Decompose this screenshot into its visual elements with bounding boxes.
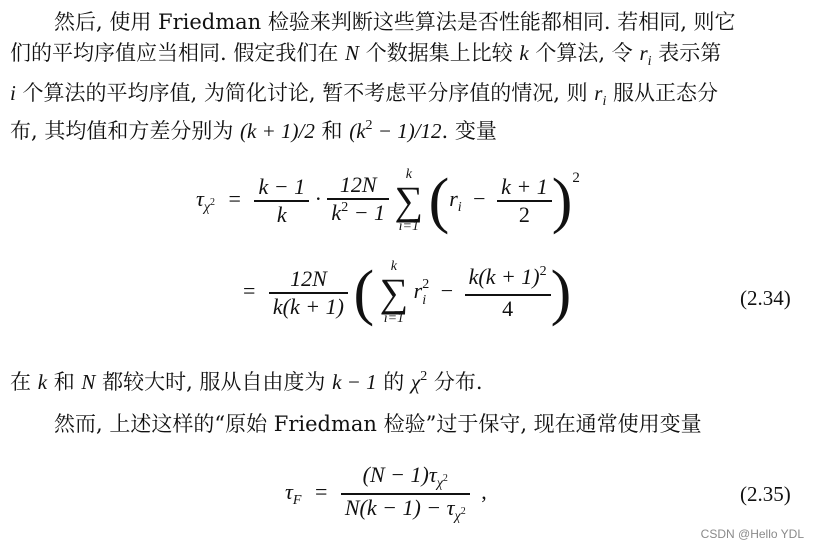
text: 个数据集上比较 [359, 41, 520, 65]
den-sup: 2 [460, 505, 466, 517]
para3 [54, 410, 702, 438]
denominator: k [276, 201, 287, 227]
equation-2-35 [285, 462, 487, 526]
num-sup: 2 [539, 264, 547, 280]
right-paren: ) [551, 167, 573, 235]
math-var: (k [349, 119, 366, 143]
tau: τ [196, 186, 204, 212]
left-paren: ( [428, 167, 450, 235]
denominator: N(k − 1) − τ [344, 494, 455, 520]
numerator: k + 1 [501, 174, 548, 200]
equals: = [243, 278, 256, 304]
cdot: · [314, 186, 322, 212]
fraction-tauF [341, 462, 470, 526]
para1-line1 [54, 8, 736, 36]
den-chi: χ [454, 508, 461, 524]
numerator: 12N [339, 172, 377, 198]
math-i: i [10, 81, 16, 105]
text: 在 [10, 370, 38, 394]
math-chi: χ [410, 370, 421, 394]
para1-line4 [10, 117, 497, 149]
numerator: 12N [290, 266, 327, 292]
r-sub: i [422, 293, 427, 308]
r: r [413, 278, 423, 304]
den-rest: − 1 [348, 199, 386, 225]
minus: − [473, 186, 486, 212]
den-sup: 2 [341, 199, 349, 215]
equation-number-2-34: (2.34) [740, 286, 791, 310]
chi-sup: 2 [210, 197, 216, 209]
fraction-12N-over-kk1 [269, 266, 348, 320]
text: . 变量 [441, 119, 497, 143]
math-k: k [519, 41, 529, 65]
minus: − [440, 278, 454, 304]
text: 都较大时, 服从自由度为 [95, 370, 333, 394]
math-sub-i: i [647, 54, 652, 69]
fraction-k-plus-1-over-2 [497, 174, 552, 228]
r-scripts [422, 277, 429, 309]
sigma: ∑ [379, 270, 409, 315]
math-k: k [37, 370, 48, 394]
comma: , [481, 478, 487, 504]
sum-lower: i=1 [398, 219, 419, 234]
math-sub-i: i [602, 94, 607, 109]
tau: τ [285, 478, 293, 504]
math-var-b: − 1)/12 [372, 119, 442, 143]
left-paren: ( [353, 259, 375, 327]
numerator: k(k + 1) [468, 264, 540, 290]
equals: = [228, 186, 241, 212]
r-sup: 2 [422, 277, 430, 292]
equals: = [314, 478, 328, 504]
text: 分布. [427, 370, 483, 394]
math-sup: 2 [420, 369, 428, 384]
equation-2-34-line1 [196, 168, 580, 234]
para1-line3 [10, 79, 718, 111]
math-r: r [639, 41, 648, 65]
sigma: ∑ [394, 178, 424, 223]
denominator: 2 [518, 201, 530, 227]
right-paren: ) [550, 259, 572, 327]
text: 布, 其均值和方差分别为 [10, 119, 241, 143]
chi-sub: χ [203, 200, 211, 216]
text: 个算法的平均序值, 为简化讨论, 暂不考虑平分序值的情况, 则 [15, 81, 595, 105]
r-sub: i [457, 200, 462, 216]
fraction-k-minus-1 [254, 174, 309, 228]
sum-lower: i=1 [383, 311, 405, 326]
sum-upper: k [390, 259, 397, 274]
numerator: (N − 1)τ [362, 462, 437, 487]
equation-number-2-35: (2.35) [740, 482, 791, 506]
den-k: k [331, 199, 342, 225]
math-k-minus-1: k − 1 [332, 370, 377, 394]
sum-upper: k [405, 167, 412, 182]
text: 然而, 上述这样的“原始 Friedman 检验”过于保守, 现在通常使用变量 [54, 412, 702, 436]
square: 2 [572, 170, 580, 187]
math-mean: (k + 1)/2 [240, 119, 315, 143]
denominator: k(k + 1) [272, 293, 344, 319]
summation [380, 260, 409, 326]
text: 们的平均序值应当相同. 假定我们在 [10, 41, 346, 65]
text: 和 [47, 370, 82, 394]
denominator: 4 [502, 295, 514, 321]
text: 的 [376, 370, 411, 394]
r: r [449, 186, 458, 212]
fraction-12N [327, 172, 389, 230]
csdn-watermark: CSDN @Hello YDL [700, 527, 804, 541]
summation [395, 168, 424, 234]
math-r: r [594, 81, 603, 105]
equation-2-34-line2 [243, 260, 571, 326]
para2 [10, 368, 483, 400]
text: 服从正态分 [606, 81, 719, 105]
math-N: N [81, 370, 96, 394]
numerator: k − 1 [258, 174, 306, 200]
math-sup: 2 [365, 118, 373, 133]
text: 表示第 [651, 41, 722, 65]
text: 和 [314, 119, 350, 143]
tau-sub: F [292, 492, 302, 508]
math-N: N [345, 41, 360, 65]
num-sup: 2 [442, 473, 448, 484]
num-chi: χ [436, 476, 443, 491]
fraction-kk1sq-over-4 [465, 264, 551, 322]
text: 个算法, 令 [528, 41, 640, 65]
text: 然后, 使用 Friedman 检验来判断这些算法是否性能都相同. 若相同, 则它 [54, 10, 736, 34]
para1-line2 [10, 39, 721, 71]
